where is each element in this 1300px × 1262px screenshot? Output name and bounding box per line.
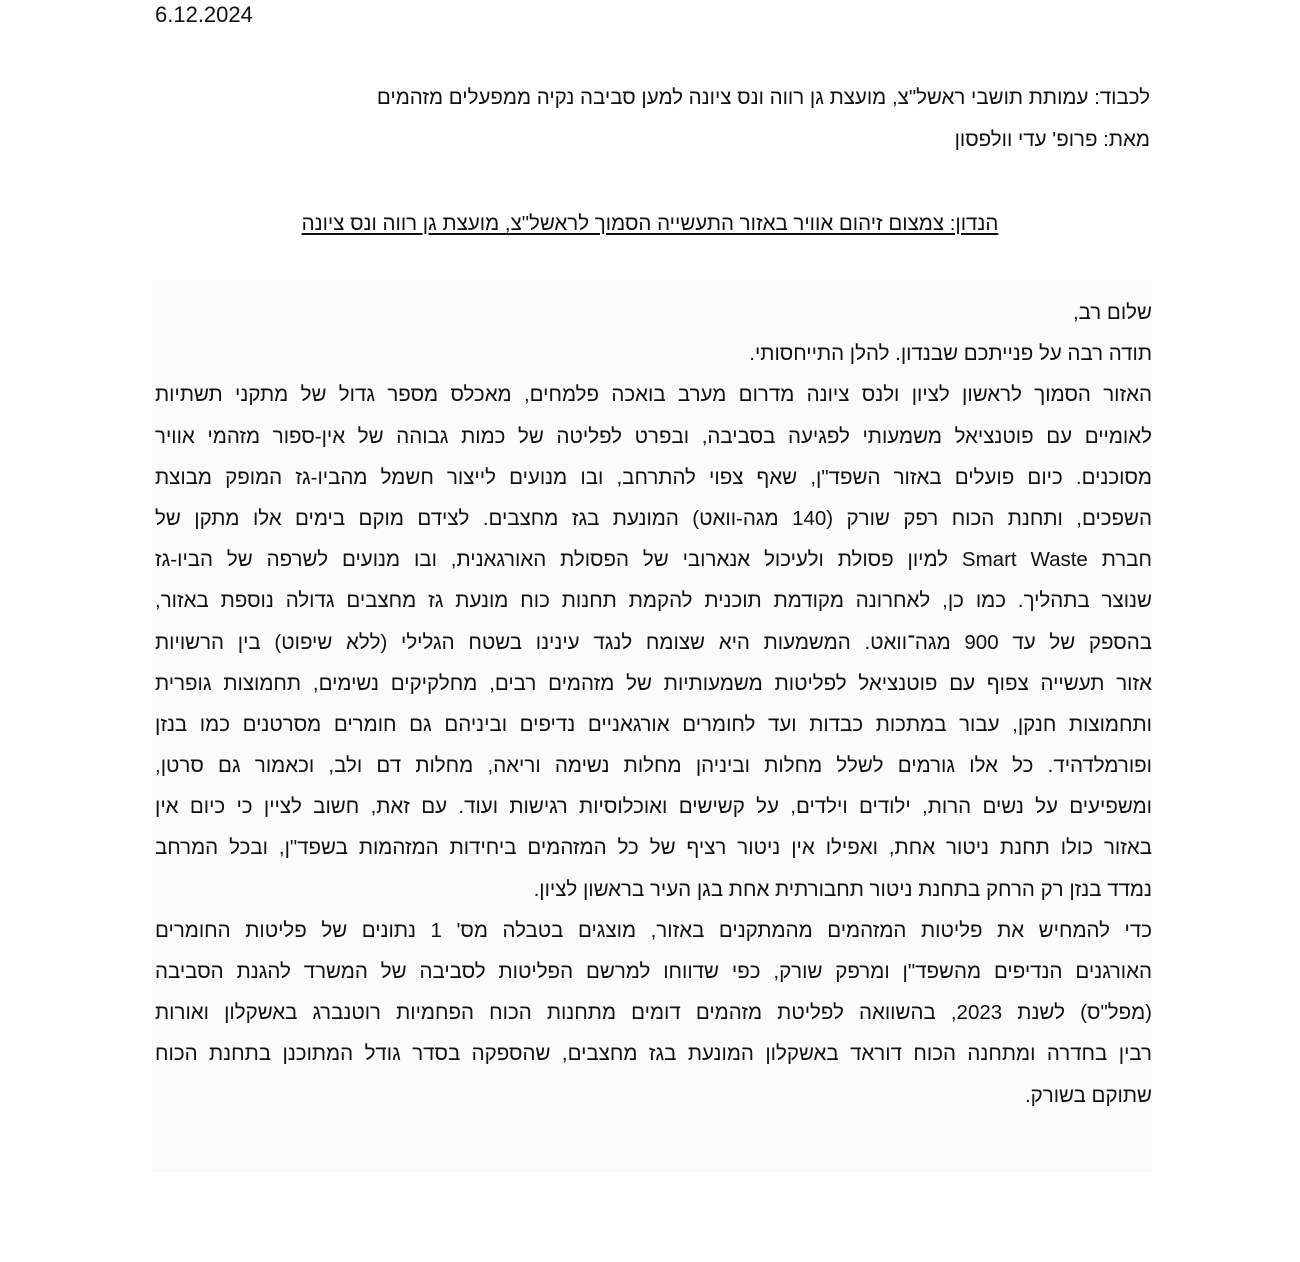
paragraph-line: השפכים, ותחנת הכוח רפק שורק (140 מגה-וואט) המונעת בגז מחצבים. לצידם מוקם בימים אלו מתקן של (155, 506, 1152, 530)
paragraph-2 (155, 910, 1152, 1116)
paragraph-line: מסוכנים. כיום פועלים באזור השפד"ן, שאף צפוי להתרחב, ובו מנועים לייצור חשמל מהביו-גז המופק מבוצת (155, 465, 1152, 489)
paragraph-line: שתוקם בשורק. (1024, 1083, 1152, 1107)
paragraph-line: ומשפיעים על נשים הרות, ילודים וילדים, על קשישים ואוכלוסיות רגישות ועוד. עם זאת, חשוב לציין כי כיום אין (155, 795, 1152, 819)
paragraph-line: לאומיים עם פוטנציאל משמעותי לפגיעה בסביבה, ובפרט לפליטה של כמות גבוהה של אין-ספור מזהמי אוויר (155, 424, 1152, 448)
paragraph-1 (155, 374, 1152, 909)
letter-date: 6.12.2024 (155, 2, 253, 27)
paragraph-line: נמדד בנזן רק הרחק בתחנת ניטור תחבורתית אחת בגן העיר בראשון לציון. (533, 877, 1152, 901)
letter-body (155, 292, 1152, 1116)
paragraph-line: באזור כולו תחנת ניטור אחת, ואפילו אין ניטור רציף של כל המזהמים ביחידות המזהמות בשפד"ן, ובכל המרחב (155, 836, 1152, 860)
paragraph-line: אזור תעשייה צפוף עם פוטנציאל לפליטות משמעותיות של מזהמים רבים, מחלקיקים נשימים, תחמוצות גופרית (155, 671, 1152, 695)
paragraph-line: (מפל"ס) לשנת 2023, בהשוואה לפליטת מזהמים דומים מתחנות הכוח הפחמיות רוטנברג באשקלון ואורות (155, 1001, 1152, 1025)
subject-text: הנדון: צמצום זיהום אוויר באזור התעשייה הסמוך לראשל"צ, מועצת גן רווה ונס ציונה (301, 212, 999, 235)
paragraph-line: האורגנים הנדיפים מהשפד"ן ומרפק שורק, כפי שדווחו למרשם הפליטות לסביבה של המשרד להגנת הסביבה (155, 960, 1152, 983)
paragraph-line: ופורמלדהיד. כל אלו גורמים לשלל מחלות וביניהן מחלות נשימה וריאה, מחלות דם ולב, וכאמור גם סרטן, (155, 754, 1152, 778)
paragraph-line: ותחמוצות חנקן, עבור במתכות כבדות ועד לחומרים אורגאניים נדיפים וביניהם גם חומרים מסרטנים כמו בנזן (155, 712, 1152, 736)
paragraph-line: חברת Smart Waste למיון פסולת ולעיכול אנארובי של הפסולת האורגאנית, ובו מנועים לשרפה של הביו-גז (155, 548, 1152, 572)
subject-line (0, 210, 1300, 238)
paragraph-line: בהספק של עד 900 מגה־וואט. המשמעות היא שצומח לנגד עינינו בשטח הגלילי (ללא שיפוט) בין הרשויות (155, 630, 1153, 654)
sender-line: מאת: פרופ' עדי וולפסון (954, 128, 1150, 151)
paragraph-line: כדי להמחיש את פליטות המזהמים מהמתקנים באזור, מוצגים בטבלה מס' 1 נתונים של פליטות החומרים (155, 918, 1152, 942)
greeting: שלום רב, (1072, 301, 1152, 324)
paragraph-line: שנוצר בתהליך. כמו כן, לאחרונה מקודמת תוכנית להקמת תחנות כוח מונעת גז מחצבים גדולה נוספת באזור, (155, 589, 1152, 613)
paragraph-line: רבין בחדרה ומתחנה הכוח דוראד באשקלון המונעת בגז מחצבים, שהספקה בסדר גודל המתוכנן בתחנת הכוח (155, 1042, 1152, 1066)
thanks-line: תודה רבה על פנייתכם שבנדון. להלן התייחסותי. (749, 342, 1152, 366)
paragraph-line: האזור הסמוך לראשון לציון ולנס ציונה מדרום מערב בואכה פלמחים, מאכלס מספר גדול של מתקני תשתיות (155, 383, 1152, 407)
recipient-line: לכבוד: עמותת תושבי ראשל"צ, מועצת גן רווה ונס ציונה למען סביבה נקיה ממפעלים מזהמים (376, 86, 1150, 109)
